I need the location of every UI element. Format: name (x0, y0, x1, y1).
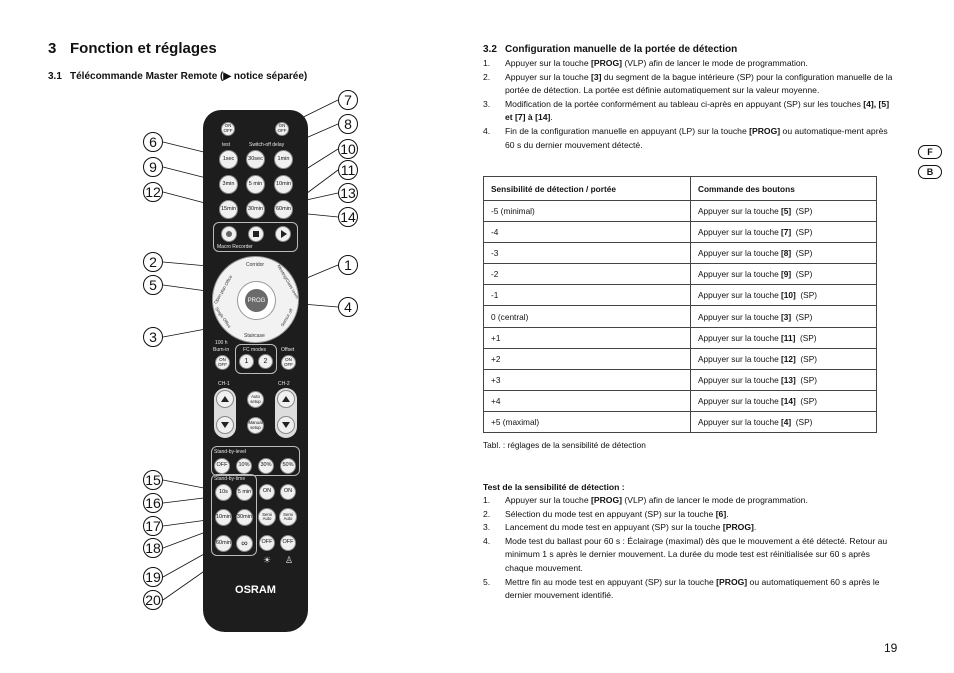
callout-4: 4 (338, 297, 358, 317)
ch2-down-icon (277, 416, 295, 434)
person-icon: ♙ (285, 555, 294, 565)
standby-level-label: Stand-by-level (214, 449, 246, 455)
btn-1min: 1min (274, 150, 293, 169)
table-cell: Appuyer sur la touche [9] (SP) (691, 264, 877, 285)
fc-mode-1-button: 1 (239, 354, 254, 369)
auto-setup-button: Auto setup (247, 391, 264, 408)
standby-60min-button: 60min (215, 535, 232, 552)
table-row (484, 411, 877, 432)
wheel-staircase-label: Staircase (244, 333, 265, 339)
table-cell: Appuyer sur la touche [7] (SP) (691, 222, 877, 243)
wheel-corridor-label: Corridor (246, 262, 265, 268)
configuration-steps (483, 57, 893, 152)
table-cell: Appuyer sur la touche [12] (SP) (691, 348, 877, 369)
callout-1: 1 (338, 255, 358, 275)
prog-button: PROG (245, 289, 268, 312)
table-row (484, 348, 877, 369)
callout-2: 2 (143, 252, 163, 272)
callout-18: 18 (143, 538, 163, 558)
standby-10min-button: 10min (215, 509, 232, 526)
daylight-off-button: OFF (259, 535, 275, 551)
section-3-heading: 3 Fonction et réglages (48, 40, 217, 57)
callout-17: 17 (143, 516, 163, 536)
table-cell: Appuyer sur la touche [3] (SP) (691, 306, 877, 327)
table-cell: -5 (minimal) (484, 201, 691, 222)
callout-16: 16 (143, 493, 163, 513)
page-number: 19 (884, 641, 898, 655)
standby-5min-button: 5 min (236, 484, 253, 501)
table-cell: Appuyer sur la touche [14] (SP) (691, 390, 877, 411)
test-step-3: 3. Lancement du mode test en appuyant (SP) sur la touche [PROG]. (483, 522, 757, 533)
play-icon (275, 226, 291, 242)
config-step-3: 3. Modification de la portée conformément au tableau ci-après en appuyant (SP) sur les touches [4], [5] et [7] à [14]. (483, 98, 890, 123)
burn-in-100h-label: 100 h (215, 340, 228, 346)
config-step-2: 2. Appuyer sur la touche [3] du segment de la bague intérieure (SP) pour la configuration manuelle de la portée de détection. La portée est définie automatiquement sur la valeur moyenne. (483, 71, 893, 96)
table-row (484, 243, 877, 264)
test-steps (483, 494, 893, 603)
callout-5: 5 (143, 275, 163, 295)
test-step-4: 4. Mode test du ballast pour 60 s : Éclairage (maximal) dès que le mouvement a été détecté. Retour au minimum 1 s après le dernier mouvement. La durée du mode test est réinitialisée sur 60 s après chaque mouvement. (483, 535, 888, 573)
table-cell: +3 (484, 369, 691, 390)
master-remote-illustration (203, 110, 308, 632)
burn-in-label: Burn-in (213, 347, 230, 353)
btn-30min: 30min (246, 200, 265, 219)
language-tab-f[interactable]: F (918, 145, 942, 159)
presence-off-button: OFF (280, 535, 296, 551)
table-row (484, 222, 877, 243)
callout-10: 10 (338, 139, 358, 159)
on-off-button: ON OFF (221, 122, 235, 136)
standby-time-label: Stand-by-time (214, 476, 246, 482)
callout-14: 14 (338, 207, 358, 227)
switch-off-delay-label: Switch-off delay (249, 142, 285, 148)
standby-30pct-button: 30% (258, 458, 274, 474)
btn-30sec: 30sec (246, 150, 265, 169)
table-header: Commande des boutons (691, 177, 877, 201)
table-cell: -2 (484, 264, 691, 285)
table-row (484, 327, 877, 348)
fc-modes-label: FC modes (243, 347, 267, 353)
table-row (484, 390, 877, 411)
callout-13: 13 (338, 183, 358, 203)
daylight-semi-auto-button: Semi Auto (258, 508, 276, 526)
presence-semi-auto-button: Semi Auto (279, 508, 297, 526)
sensitivity-table (483, 176, 877, 433)
btn-5min: 5 min (246, 175, 265, 194)
test-step-5: 5. Mettre fin au mode test en appuyant (SP) sur la touche [PROG] ou automatiquement 60 s après le dernier mouvement identifié. (483, 576, 880, 601)
stop-icon (248, 226, 264, 242)
callout-12: 12 (143, 182, 163, 202)
btn-3min: 3min (219, 175, 238, 194)
offset-label: Offset (281, 347, 295, 353)
callout-20: 20 (143, 590, 163, 610)
callout-15: 15 (143, 470, 163, 490)
table-cell: -3 (484, 243, 691, 264)
table-row (484, 201, 877, 222)
section-3-1-heading: 3.1 Télécommande Master Remote (▶ notice séparée) (48, 71, 308, 82)
wheel-single-office-label: Single Office (214, 306, 233, 329)
section-3-2-heading: 3.2 Configuration manuelle de la portée de détection (483, 44, 738, 55)
test-step-2: 2. Sélection du mode test en appuyant (SP) sur la touche [6]. (483, 508, 729, 519)
callout-3: 3 (143, 327, 163, 347)
standby-30min-button: 30min (236, 509, 253, 526)
macro-recorder-label: Macro Recorder (217, 244, 253, 250)
callout-9: 9 (143, 157, 163, 177)
wheel-meeting-label: Meeting/Class room (276, 263, 300, 300)
standby-50pct-button: 50% (280, 458, 296, 474)
test-step-1: 1. Appuyer sur la touche [PROG] (VLP) afin de lancer le mode de programmation. (483, 495, 808, 505)
language-tab-b[interactable]: B (918, 165, 942, 179)
callout-8: 8 (338, 114, 358, 134)
btn-1sec: 1sec (219, 150, 238, 169)
callout-19: 19 (143, 567, 163, 587)
standby-infinite-button: ∞ (236, 535, 253, 552)
presence-on-button: ON (280, 484, 296, 500)
table-cell: Appuyer sur la touche [10] (SP) (691, 285, 877, 306)
fc-mode-2-button: 2 (258, 354, 273, 369)
offset-on-off-button: ON OFF (281, 355, 296, 370)
daylight-on-button: ON (259, 484, 275, 500)
table-cell: +5 (maximal) (484, 411, 691, 432)
table-row (484, 306, 877, 327)
burn-in-on-off-button: ON OFF (215, 355, 230, 370)
standby-10s-button: 10s (215, 484, 232, 501)
osram-logo: OSRAM (235, 584, 276, 596)
on-off-button-2: ON OFF (275, 122, 289, 136)
wheel-sensor-off-label: Sensor off (279, 307, 294, 328)
standby-10pct-button: 10% (236, 458, 252, 474)
wheel-open-plan-label: Open plan Office (212, 274, 234, 305)
table-row (484, 264, 877, 285)
btn-15min: 15min (219, 200, 238, 219)
ch1-up-icon (216, 390, 234, 408)
ch2-up-icon (277, 390, 295, 408)
table-header-row (484, 177, 877, 201)
table-cell: +4 (484, 390, 691, 411)
table-cell: +2 (484, 348, 691, 369)
table-header: Sensibilité de détection / portée (484, 177, 691, 201)
btn-10min: 10min (274, 175, 293, 194)
standby-off-button: OFF (214, 458, 230, 474)
manual-setup-button: Manual setup (247, 417, 264, 434)
table-cell: Appuyer sur la touche [4] (SP) (691, 411, 877, 432)
table-cell: +1 (484, 327, 691, 348)
record-icon (221, 226, 237, 242)
callout-7: 7 (338, 90, 358, 110)
callout-6: 6 (143, 132, 163, 152)
callout-11: 11 (338, 160, 358, 180)
test-heading: Test de la sensibilité de détection : (483, 482, 625, 492)
ch2-label: CH-2 (278, 381, 290, 387)
program-wheel (212, 256, 299, 343)
config-step-4: 4. Fin de la configuration manuelle en appuyant (LP) sur la touche [PROG] ou automatique-ment après 60 s du dernier mouvement détecté. (483, 125, 888, 150)
table-cell: 0 (central) (484, 306, 691, 327)
table-cell: Appuyer sur la touche [11] (SP) (691, 327, 877, 348)
table-cell: Appuyer sur la touche [5] (SP) (691, 201, 877, 222)
test-label: test (222, 142, 231, 148)
table-cell: Appuyer sur la touche [13] (SP) (691, 369, 877, 390)
table-cell: Appuyer sur la touche [8] (SP) (691, 243, 877, 264)
table-row (484, 369, 877, 390)
sun-icon: ☀ (263, 555, 272, 565)
table-caption: Tabl. : réglages de la sensibilité de détection (483, 440, 646, 450)
ch1-down-icon (216, 416, 234, 434)
table-cell: -4 (484, 222, 691, 243)
table-row (484, 285, 877, 306)
ch1-label: CH-1 (218, 381, 230, 387)
btn-60min: 60min (274, 200, 293, 219)
config-step-1: 1. Appuyer sur la touche [PROG] (VLP) afin de lancer le mode de programmation. (483, 58, 808, 68)
table-cell: -1 (484, 285, 691, 306)
